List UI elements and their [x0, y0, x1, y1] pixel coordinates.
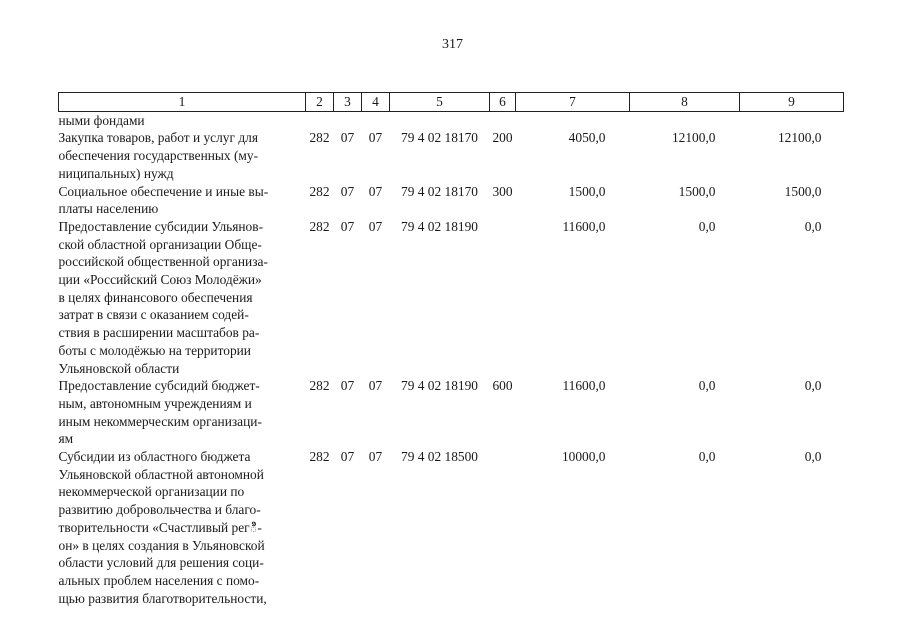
description-line: ниципальных) нужд [58, 165, 174, 181]
budget-table [58, 92, 844, 607]
amount-value: 4050,0 [568, 130, 606, 146]
column-header: 5 [390, 93, 490, 112]
amount-value: 0,0 [698, 378, 716, 394]
row-description [59, 448, 306, 607]
section-code: 07 [340, 130, 355, 146]
column-header: 9 [740, 93, 844, 112]
column-header: 6 [490, 93, 516, 112]
description-line: платы населению [58, 201, 159, 217]
description-line: боты с молодёжью на территории [58, 342, 251, 358]
description-line: Социальное обеспечение и иные вы- [58, 183, 269, 199]
column-header: 3 [334, 93, 362, 112]
ministry-code: 282 [309, 218, 330, 234]
expense-type-code [490, 218, 516, 377]
description-line: Ульяновской области [58, 360, 180, 376]
amount-value: 0,0 [804, 449, 822, 465]
row-description [59, 377, 306, 448]
section-code [334, 111, 362, 129]
description-line: ными фондами [58, 112, 145, 128]
row-description [59, 111, 306, 129]
amount-value: 12100,0 [777, 130, 822, 146]
description-line: ской областной организации Обще- [58, 236, 262, 252]
amount-value: 0,0 [698, 449, 716, 465]
section-code: 07 [340, 183, 355, 199]
expense-type-code [490, 111, 516, 129]
column-header: 1 [59, 93, 306, 112]
target-article-code: 79 4 02 18190 [401, 378, 478, 394]
ministry-code [306, 111, 334, 129]
column-header: 8 [630, 93, 740, 112]
expense-type-code [490, 448, 516, 607]
description-line: некоммерческой организации по [58, 484, 245, 500]
description-line: Субсидии из областного бюджета [58, 449, 251, 465]
column-header: 4 [362, 93, 390, 112]
amount-value: 1500,0 [784, 183, 822, 199]
description-line: ции «Российский Союз Молодёжи» [58, 272, 262, 288]
section-code: 07 [340, 218, 355, 234]
description-line: Ульяновской областной автономной [58, 466, 264, 482]
target-article-code: 79 4 02 18170 [401, 183, 478, 199]
subsection-code: 07 [368, 130, 383, 146]
description-line: ствия в расширении масштабов ра- [58, 325, 260, 341]
amount-value [740, 111, 844, 129]
target-article-code: 79 4 02 18170 [401, 130, 478, 146]
description-line: ным, автономным учреждениям и [58, 395, 252, 411]
subsection-code: 07 [368, 183, 383, 199]
amount-value: 0,0 [804, 378, 822, 394]
header-row [59, 93, 844, 112]
description-line: щью развития благотворительности, [58, 590, 267, 606]
page-number: 317 [442, 37, 463, 52]
description-line: в целях финансового обеспечения [58, 289, 253, 305]
description-line: альных проблем населения с помо- [58, 572, 260, 588]
description-line: затрат в связи с оказанием содей- [58, 307, 249, 323]
column-header: 7 [516, 93, 630, 112]
expense-type-code: 600 [492, 378, 513, 394]
row-description [59, 218, 306, 377]
section-code: 07 [340, 378, 355, 394]
description-line: обеспечения государственных (му- [58, 148, 259, 164]
description-line: творительности «Счастливый регి- [58, 519, 262, 535]
description-line: ям [58, 431, 74, 447]
subsection-code [362, 111, 390, 129]
description-line: иным некоммерческим организаци- [58, 413, 262, 429]
table-row [59, 218, 844, 377]
subsection-code: 07 [368, 378, 383, 394]
target-article-code: 79 4 02 18500 [401, 449, 478, 465]
ministry-code: 282 [309, 449, 330, 465]
table-row [59, 111, 844, 129]
amount-value: 12100,0 [671, 130, 716, 146]
description-line: он» в целях создания в Ульяновской [58, 537, 265, 553]
row-description [59, 129, 306, 182]
ministry-code: 282 [309, 183, 330, 199]
section-code: 07 [340, 449, 355, 465]
subsection-code: 07 [368, 449, 383, 465]
target-article-code [390, 111, 490, 129]
amount-value [516, 111, 630, 129]
column-header: 2 [306, 93, 334, 112]
table-row [59, 183, 844, 218]
amount-value [630, 111, 740, 129]
amount-value: 1500,0 [568, 183, 606, 199]
description-line: Закупка товаров, работ и услуг для [58, 130, 258, 146]
ministry-code: 282 [309, 130, 330, 146]
table-row [59, 448, 844, 607]
amount-value: 10000,0 [561, 449, 606, 465]
amount-value: 0,0 [698, 218, 716, 234]
description-line: российской общественной организа- [58, 254, 268, 270]
amount-value: 11600,0 [562, 218, 606, 234]
expense-type-code: 300 [492, 183, 513, 199]
amount-value: 0,0 [804, 218, 822, 234]
expense-type-code: 200 [492, 130, 513, 146]
subsection-code: 07 [368, 218, 383, 234]
table-row [59, 129, 844, 182]
description-line: развитию добровольчества и благо- [58, 502, 261, 518]
description-line: Предоставление субсидии Ульянов- [58, 218, 264, 234]
ministry-code: 282 [309, 378, 330, 394]
amount-value: 1500,0 [678, 183, 716, 199]
description-line: Предоставление субсидий бюджет- [58, 378, 260, 394]
target-article-code: 79 4 02 18190 [401, 218, 478, 234]
row-description [59, 183, 306, 218]
description-line: области условий для решения соци- [58, 555, 264, 571]
table-row [59, 377, 844, 448]
amount-value: 11600,0 [562, 378, 606, 394]
